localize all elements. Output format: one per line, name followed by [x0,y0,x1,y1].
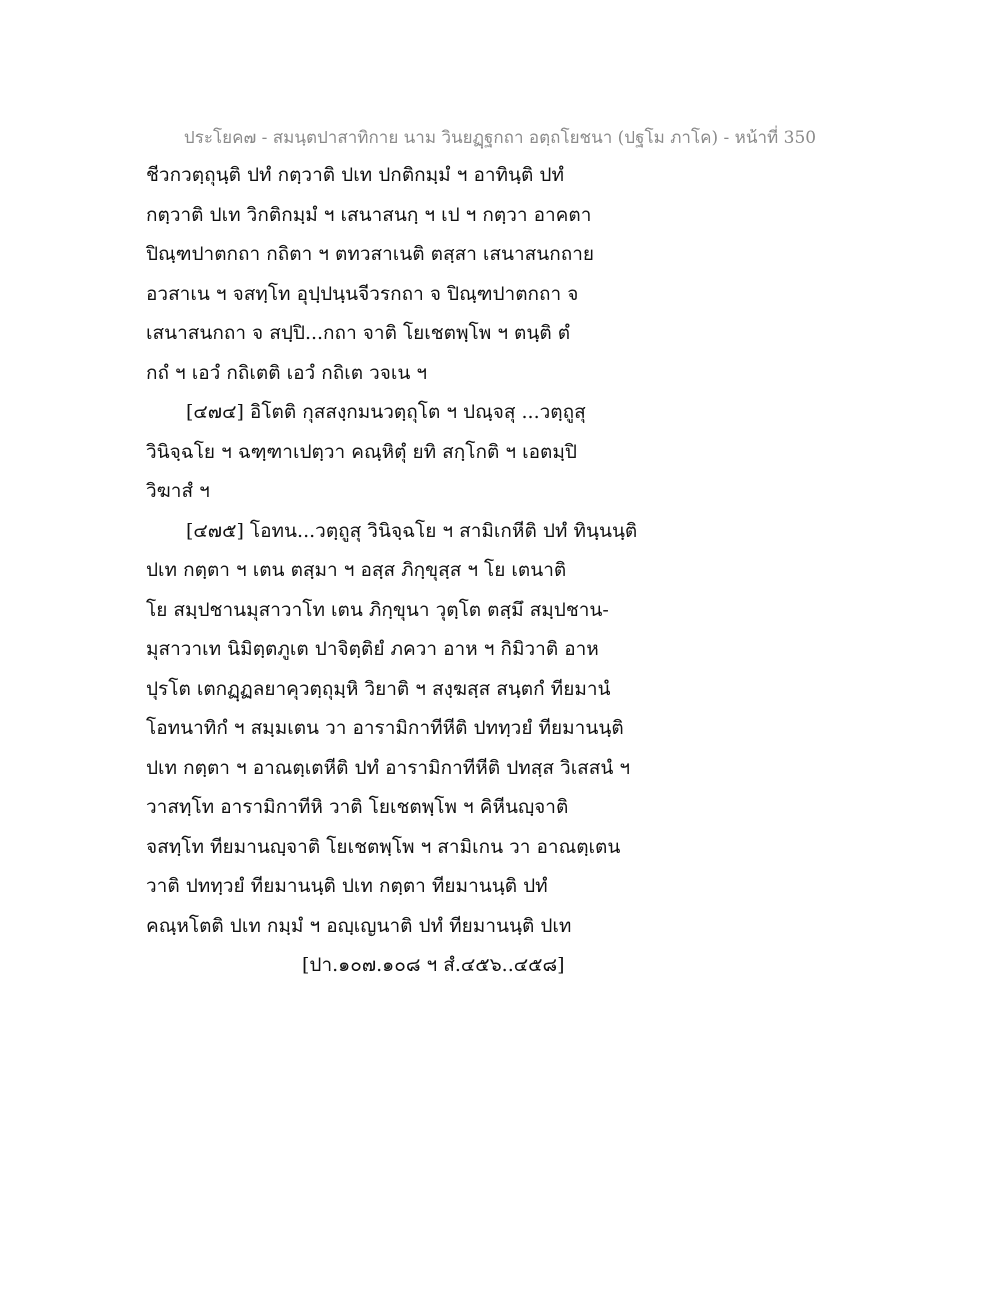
text-line: โย สมฺปชานมุสาวาโท เตน ภิกฺขุนา วุตฺโต ตสฺมึ สมฺปชาน- [146,598,609,621]
text-line: คณฺหโตติ ปเท กมฺมํ ฯ อญฺเญนาติ ปทํ ทียมานนฺติ ปเท [146,914,572,937]
text-line: อวสาเน ฯ จสทฺโท อุปฺปนฺนจีวรกถา จ ปิณฺฑปาตกถา จ [146,282,579,305]
body-text [146,156,866,986]
text-line: จสทฺโท ทียมานญฺจาติ โยเชตพฺโพ ฯ สามิเกน วา อาณตฺเตน [146,835,621,858]
text-line: โอทนาทิกํ ฯ สมฺมเตน วา อารามิกาทีหีติ ปททฺวยํ ทียมานนฺติ [146,717,624,739]
text-line: ชีวกวตฺถุนฺติ ปทํ กตฺวาติ ปเท ปกติกมฺมํ ฯ อาทินฺติ ปทํ [146,164,565,186]
text-line: วาติ ปททฺวยํ ทียมานนฺติ ปเท กตฺตา ทียมานนฺติ ปทํ [146,875,548,897]
paragraph-start-475: [๔๗๕] โอทน...วตฺถูสุ วินิจฺฉโย ฯ สามิเกหีติ ปทํ ทินฺนนฺติ [186,519,638,542]
text-line: ปุรโต เตกฏฺฏลยาคุวตฺถุมฺหิ วิยาติ ฯ สงฺฆสฺส สนฺตกํ ทียมานํ [146,677,611,700]
text-line: วิฆาสํ ฯ [146,480,210,502]
text-line: กตฺวาติ ปเท วิกติกมฺมํ ฯ เสนาสนกฺ ฯ เป ฯ กตฺวา อาคตา [146,203,592,226]
paragraph-start-474: [๔๗๔] อิโตติ กุสสงฺกมนวตฺถุโต ฯ ปณฺจสุ ...วตฺถูสุ [186,401,586,423]
text-line: ปเท กตฺตา ฯ เตน ตสฺมา ฯ อสฺส ภิกฺขุสฺส ฯ โย เตนาติ [146,559,567,581]
text-line: มุสาวาเท นิมิตฺตภูเต ปาจิตฺติยํ ภควา อาห ฯ กิมิวาติ อาห [146,638,599,660]
text-line: ปิณฺฑปาตกถา กถิตา ฯ ตทวสาเนติ ตสฺสา เสนาสนกถาย [146,243,595,265]
text-line: วาสทฺโท อารามิกาทีหิ วาติ โยเชตพฺโพ ฯ คิหีนญฺจาติ [146,796,569,818]
text-line: วินิจฺฉโย ฯ ฉฑฺฑาเปตฺวา คณฺหิตุํ ยทิ สกฺโกติ ฯ เอตมฺปิ [146,440,577,463]
reference-citation: [ปา.๑๐๗.๑๐๘ ฯ สํ.๔๕๖..๔๕๘] [302,954,565,976]
page-header: ประโยค๗ - สมนฺตปาสาทิกาย นาม วินยฏฺฐกถา อตฺถโยชนา (ปฐโม ภาโค) - หน้าที่ 350 [183,128,817,148]
text-line: กถํ ฯ เอวํ กถิเตติ เอวํ กถิเต วจเน ฯ [146,361,428,384]
text-line: เสนาสนกถา จ สปฺปิ...กถา จาติ โยเชตพฺโพ ฯ ตนฺติ ตํ [146,322,571,344]
text-line: ปเท กตฺตา ฯ อาณตฺเตหีติ ปทํ อารามิกาทีหีติ ปทสฺส วิเสสนํ ฯ [146,756,631,779]
